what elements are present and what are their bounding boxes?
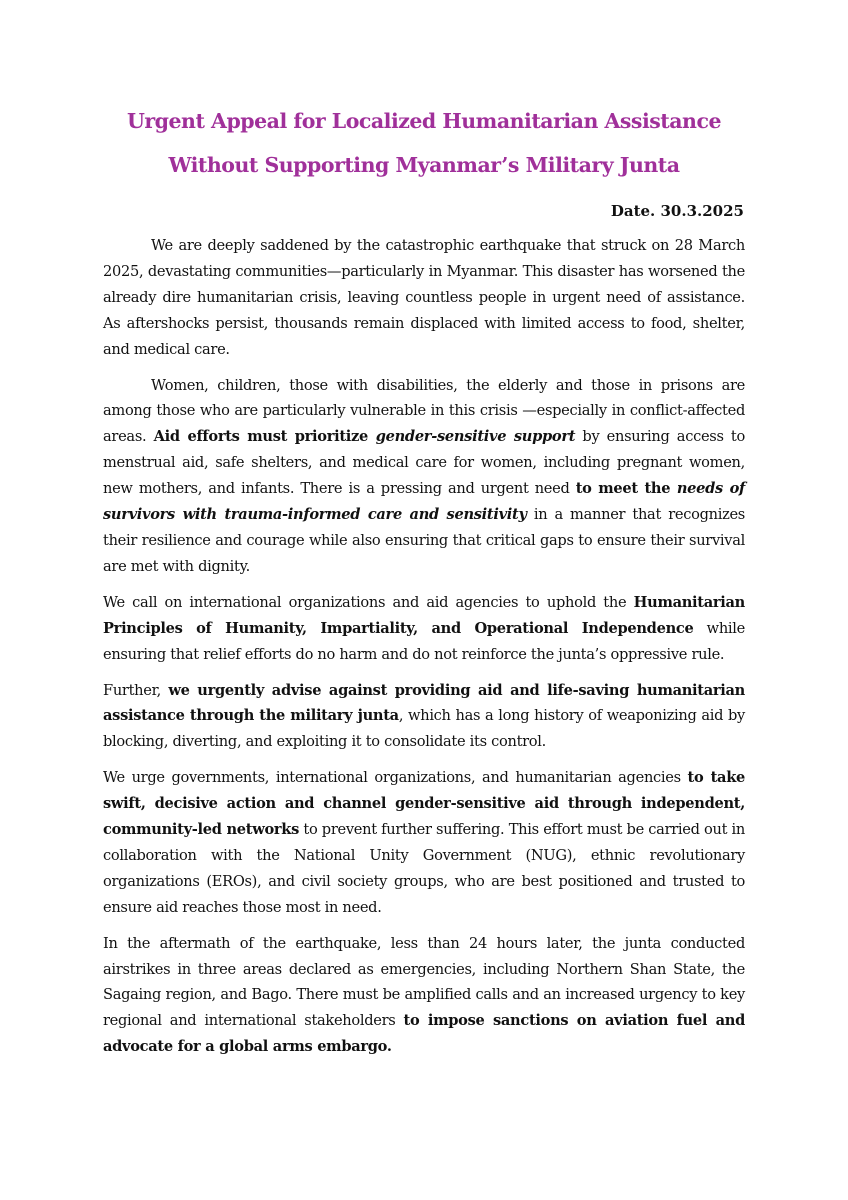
italic-text: needs of survivors with trauma-informed care and sensitivity bbox=[103, 480, 745, 524]
plain-text: We call on international organizations and aid agencies to uphold the bbox=[103, 593, 634, 611]
plain-text: We urge governments, international organizations, and humanitarian agencies bbox=[103, 769, 688, 787]
bold-text: to meet the bbox=[575, 480, 677, 498]
document-body bbox=[103, 233, 745, 1070]
body-paragraph bbox=[103, 765, 745, 920]
body-paragraph bbox=[103, 678, 745, 756]
bold-text: Humanitarian Principles of Humanity, Impartiality, and Operational Independence bbox=[103, 593, 745, 637]
document-title-line-2: Without Supporting Myanmar’s Military Junta bbox=[168, 153, 680, 177]
bold-italic-text bbox=[376, 428, 575, 445]
italic-text: gender-sensitive support bbox=[375, 428, 576, 446]
bold-text: we urgently advise against providing aid and life-saving humanitarian assistance through the military junta bbox=[103, 681, 745, 725]
plain-text: to prevent further suffering. This effort must be carried out in collaboration with the National Unity Government (NUG), ethnic revolutionary organizations (EROs), and civil society groups, who are best positioned and trusted to ensure aid reaches those most in need. bbox=[103, 821, 745, 916]
plain-text: We are deeply saddened by the catastrophic earthquake that struck on 28 March 2025, devastating communities—particularly in Myanmar. This disaster has worsened the already dire humanitarian crisis, leaving countless people in urgent need of assistance. As aftershocks persist, thousands remain displaced with limited access to food, shelter, and medical care. bbox=[103, 237, 745, 358]
document-date: Date. 30.3.2025 bbox=[610, 202, 744, 220]
plain-text: Further, bbox=[103, 681, 169, 699]
plain-text: by ensuring access to menstrual aid, safe shelters, and medical care for women, including pregnant women, new mothers, and infants. There is a pressing and urgent need bbox=[103, 428, 745, 498]
body-paragraph bbox=[103, 590, 745, 668]
document-title-line-1: Urgent Appeal for Localized Humanitarian Assistance bbox=[126, 109, 721, 133]
body-paragraph bbox=[103, 233, 745, 363]
body-paragraph bbox=[103, 931, 745, 1061]
bold-text: to take swift, decisive action and channel gender-sensitive aid through independent, community-led networks bbox=[103, 769, 745, 839]
body-paragraph bbox=[103, 373, 745, 580]
bold-text: to impose sanctions on aviation fuel and advocate for a global arms embargo. bbox=[103, 1012, 746, 1056]
plain-text: while ensuring that relief efforts do no harm and do not reinforce the junta’s oppressive rule. bbox=[103, 619, 745, 663]
plain-text: in a manner that recognizes their resilience and courage while also ensuring that critical gaps to ensure their survival are met with dignity. bbox=[103, 506, 745, 575]
plain-text: Women, children, those with disabilities, the elderly and those in prisons are among those who are particularly vulnerable in this crisis —especially in conflict-affected areas. bbox=[103, 376, 745, 446]
plain-text: In the aftermath of the earthquake, less than 24 hours later, the junta conducted airstrikes in three areas declared as emergencies, including Northern Shan State, the Sagaing region, and Bago. There must be amplified calls and an increased urgency to key regional and international stakeholders bbox=[103, 934, 745, 1030]
bold-text: Aid efforts must prioritize bbox=[153, 428, 376, 446]
plain-text: , which has a long history of weaponizing aid by blocking, diverting, and exploiting it to consolidate its control. bbox=[103, 707, 746, 751]
